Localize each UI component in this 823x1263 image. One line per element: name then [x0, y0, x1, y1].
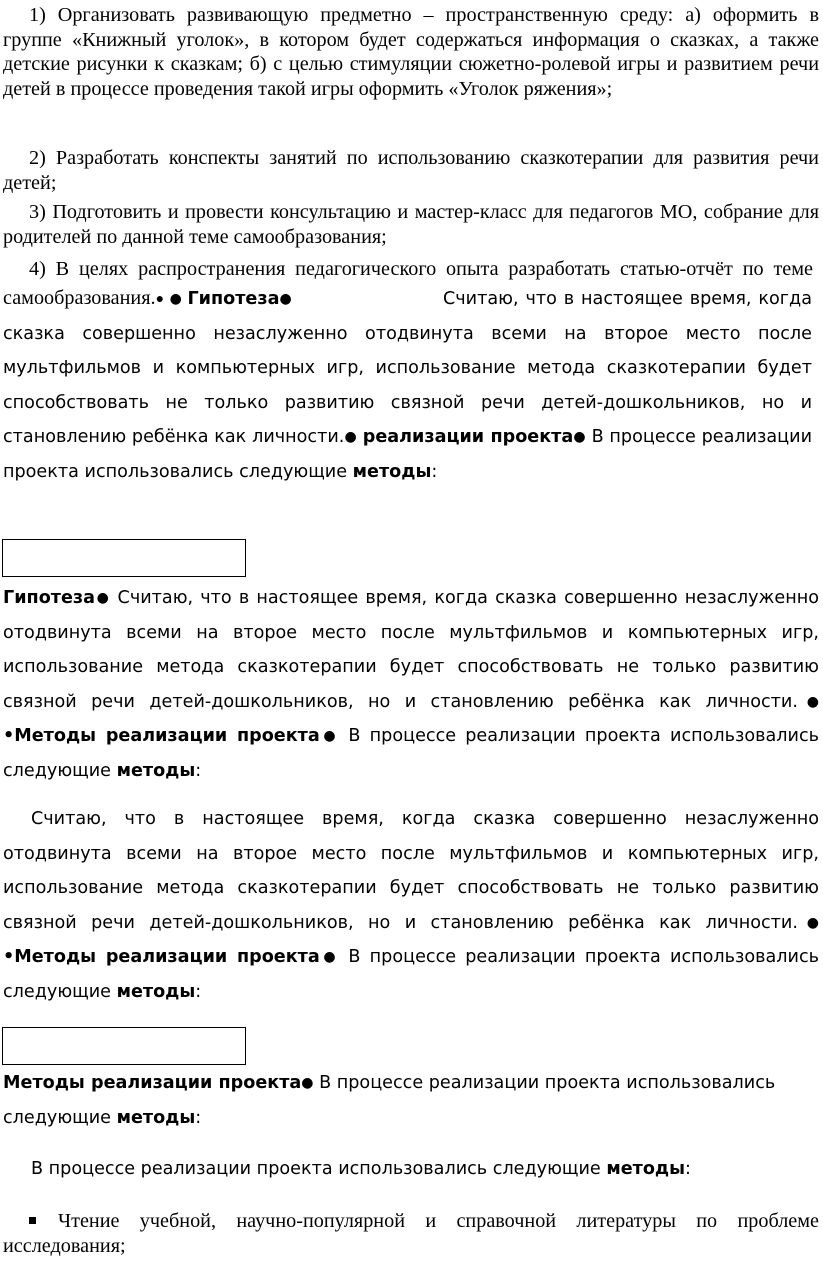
list-item-1: 1) Организовать развивающую предметно – пространственную среду: а) оформить в группе «Книжный уголок», в котором будет содержаться информация о сказках, а также детские рисунки к сказкам; б) с целью стимуляции сюжетно-ролевой игры и развитием речи детей в процессе проведения такой игры оформить «Уголок ряжения»;	[3, 4, 819, 100]
methods-block-5: В процессе реализации проекта использовались следующие методы:	[31, 1159, 691, 1179]
methods-label-3: •Методы реализации проекта	[3, 947, 320, 967]
bullet-dot-icon: ●	[797, 693, 819, 710]
square-bullet-icon	[29, 1217, 36, 1224]
hypothesis-block-3: Считаю, что в настоящее время, когда сказка совершенно незаслуженно отодвинута всеми на второе место после мультфильмов и компьютерных игр, использование метода сказкотерапии будет способствовать не только развитию связной речи детей-дошкольников, но и становлению ребёнка как личности.● •Методы реализации проекта● В процессе реализации проекта использовались следующие методы:	[3, 809, 819, 1002]
list-item-2: 2) Разработать конспекты занятий по использованию сказкотерапии для развития речи детей;	[3, 147, 819, 194]
empty-frame-1	[2, 539, 246, 577]
methods-label-2: •Методы реализации проекта	[3, 726, 320, 746]
bullet-dot-icon: ●	[797, 914, 819, 931]
methods-label-4: Методы реализации проекта	[3, 1073, 302, 1093]
methods-word-1: методы	[352, 461, 432, 482]
hypothesis-text-1: Считаю, что в настоящее время, когда сказка совершенно незаслуженно отодвинута всеми на второе место после мультфильмов и компьютерных игр, использование метода сказкотерапии будет способствовать не только развитию связной речи детей-дошкольников, но и становлению ребёнка как личности.● реализации проекта● В процессе реализации проекта использовались следующие методы:	[3, 289, 813, 482]
bullet-dot-icon: ●	[169, 291, 182, 307]
hypothesis-block-2: Гипотеза● Считаю, что в настоящее время, когда сказка совершенно незаслуженно отодвинута всеми на второе место после мультфильмов и компьютерных игр, использование метода сказкотерапии будет способствовать не только развитию связной речи детей-дошкольников, но и становлению ребёнка как личности.● •Методы реализации проекта● В процессе реализации проекта использовались следующие методы:	[3, 588, 819, 781]
bullet-list-item: Чтение учебной, научно-популярной и справочной литературы по проблеме исследования;	[3, 1210, 819, 1257]
bullet-dot-icon: ●	[319, 949, 340, 965]
list-item-4: 4) В целях распространения педагогического опыта разработать статью-отчёт по теме самообразования.● ● Гипотеза●	[3, 258, 813, 309]
hypothesis-label: Гипотеза	[187, 289, 280, 309]
methods-word-4: методы	[116, 1107, 196, 1128]
hypothesis-label-2: Гипотеза	[3, 588, 96, 608]
methods-word-3: методы	[116, 981, 196, 1002]
bullet-dot-icon: ●	[279, 291, 292, 307]
bullet-dot-icon: ●	[155, 292, 165, 307]
bullet-dot-icon: ●	[573, 429, 586, 445]
hypothesis-block-1	[0, 282, 816, 489]
bullet-dot-icon: ●	[344, 429, 357, 445]
methods-word-2: методы	[116, 760, 196, 781]
empty-frame-2	[2, 1027, 246, 1065]
methods-label-1: реализации проекта	[362, 427, 574, 447]
bullet-dot-icon: ●	[95, 590, 111, 606]
methods-block-4: Методы реализации проекта● В процессе реализации проекта использовались следующие методы:	[3, 1073, 776, 1128]
list-item-3: 3) Подготовить и провести консультацию и мастер-класс для педагогов МО, собрание для родителей по данной теме самообразования;	[3, 201, 819, 248]
bullet-dot-icon: ●	[319, 728, 340, 744]
methods-word-5: методы	[606, 1159, 686, 1179]
bullet-dot-icon: ●	[301, 1075, 314, 1091]
